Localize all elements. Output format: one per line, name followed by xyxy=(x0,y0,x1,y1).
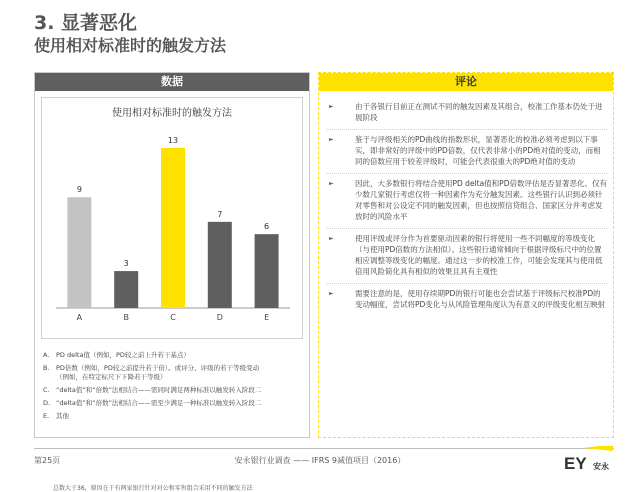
data-panel-header: 数据 xyxy=(35,73,309,91)
comment-list xyxy=(327,97,607,316)
page-title: 3. 显著恶化 xyxy=(34,12,138,34)
note-text: “delta值”和“倍数”法相结合——需同时满足两种标准以触发转入阶段二 xyxy=(56,386,262,394)
bar-a xyxy=(67,197,91,308)
bar-e xyxy=(255,234,279,308)
note-text: PD delta值（例如，PD较之前上升若干基点） xyxy=(56,351,190,359)
tick-label-a: A xyxy=(76,313,83,322)
bar-d xyxy=(208,222,232,308)
bullet-arrow-icon: ► xyxy=(329,290,334,297)
data-label-e: 6 xyxy=(264,222,270,232)
comment-text: 使用评级或评分作为首要驱动因素的银行将使用一些不同幅度的等级变化（与使用PD倍数的方法相似）。这些银行通常倾向于根据评级标尺中的位置相应调整等级变化的幅度。通过这一步的校准工作，可能会发现其与使用低倍用风险简化具有相似的效果且具有主观性 xyxy=(355,234,603,276)
legend-notes xyxy=(43,349,308,423)
comment-item xyxy=(327,97,607,130)
note-key: B. xyxy=(43,364,50,372)
note-text: “delta值”和“倍数”法相结合——需至少满足一种标准以触发转入阶段二 xyxy=(56,399,262,407)
page-number: 第25页 xyxy=(34,456,61,465)
comment-item xyxy=(327,284,607,316)
data-label-c: 13 xyxy=(167,136,179,145)
comment-panel-header: 评论 xyxy=(319,73,613,91)
bullet-arrow-icon: ► xyxy=(329,235,334,242)
note-item xyxy=(43,349,308,362)
comment-text: 需要注意的是，使用存续期PD的银行可能也会尝试基于评级标尺校准PD的变动幅度，尝试将PD变化与从风险管理角度认为有意义的评级变化相互映射 xyxy=(355,289,606,309)
comment-text: 由于各银行目前正在测试不同的触发因素及其组合，校准工作基本仍处于进展阶段 xyxy=(355,102,603,122)
comment-text: 鉴于与评级相关的PD曲线的指数形状，显著恶化的校准必须考虑到以下事实，即非常好的评级中的PD倍数，仅代表非常小的PD绝对值的变动，而相同的倍数应用于较差评级时，可能会代表很重大的PD绝对值的变动 xyxy=(355,135,601,166)
logo-cn-text: 安永 xyxy=(593,462,609,471)
note-key: D. xyxy=(43,399,51,407)
data-label-b: 3 xyxy=(123,259,129,269)
note-item xyxy=(43,384,308,397)
note-text: 其他 xyxy=(56,412,69,420)
logo-ey-text: EY xyxy=(564,454,587,472)
note-subtext: （例如，在特定标尺下下降若干等级） xyxy=(56,373,167,381)
tick-label-e: E xyxy=(264,313,270,322)
note-text: PD倍数（例如，PD较之前提升若干倍）。或评分、评级的若干等级变动 xyxy=(56,364,260,372)
chart-plot xyxy=(42,98,302,338)
bar-c xyxy=(161,148,185,308)
note-item xyxy=(43,397,308,410)
note-item xyxy=(43,410,308,423)
bar-chart xyxy=(41,97,303,339)
comment-item xyxy=(327,229,607,284)
bullet-arrow-icon: ► xyxy=(329,103,334,110)
comment-panel xyxy=(318,72,614,438)
comment-text: 因此，大多数银行将结合使用PD delta值和PD倍数评估是否显著恶化。仅有少数几家银行考虑仅将一种因素作为充分触发因素。这些银行认识到必须针对零售和对公设定不同的触发因素，但也按照信贷组合、国家区分并考虑发放时的风险水平 xyxy=(355,179,607,221)
note-key: E. xyxy=(43,412,50,420)
footer-divider xyxy=(34,448,614,449)
footnote: 总数大于36，原因在于有两家银行针对对公和零售组合采用不同的触发方法 xyxy=(53,485,253,492)
data-label-a: 9 xyxy=(76,185,82,195)
tick-label-b: B xyxy=(123,313,129,322)
footer-text: 安永银行业调查 —— IFRS 9减值项目（2016） xyxy=(234,456,406,465)
bar-b xyxy=(114,271,138,308)
tick-label-c: C xyxy=(170,313,176,322)
comment-item xyxy=(327,174,607,229)
bullet-arrow-icon: ► xyxy=(329,136,334,143)
logo-beam-icon xyxy=(583,446,613,451)
note-key: C. xyxy=(43,386,50,394)
data-label-d: 7 xyxy=(217,209,223,219)
ey-logo xyxy=(563,446,615,472)
bullet-arrow-icon: ► xyxy=(329,180,334,187)
note-key: A. xyxy=(43,351,50,359)
comment-item xyxy=(327,130,607,174)
page-subtitle: 使用相对标准时的触发方法 xyxy=(34,36,227,55)
tick-label-d: D xyxy=(216,313,223,322)
chart-title: 使用相对标准时的触发方法 xyxy=(112,108,232,119)
